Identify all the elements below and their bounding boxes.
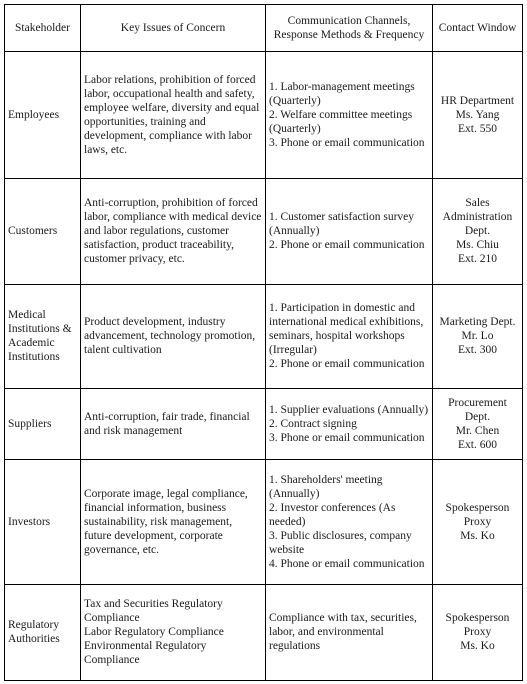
channel-item: 2. Phone or email communication — [269, 358, 425, 371]
contact-cell — [433, 388, 523, 459]
channel-item: 2. Phone or email communication — [269, 239, 425, 252]
issues-cell: Product development, industry advancement, technology promotion, talent cultivation — [81, 285, 266, 388]
contact-line: Spokesperson — [445, 501, 510, 514]
table-header-row — [5, 5, 523, 52]
stakeholder-cell: Employees — [5, 52, 81, 179]
table-row — [5, 52, 523, 179]
header-communication-channels — [266, 5, 433, 52]
contact-line: Procurement — [448, 396, 507, 409]
channels-cell — [266, 178, 433, 285]
channel-item: Compliance with tax, securities, labor, and environmental regulations — [269, 612, 417, 653]
channel-item: 1. Shareholders' meeting (Annually) — [269, 473, 383, 500]
stakeholder-cell: Suppliers — [5, 388, 81, 459]
channel-item: 1. Participation in domestic and international medical exhibitions, seminars, hospital workshops (Irregular) — [269, 302, 424, 357]
contact-line: HR Department — [440, 94, 515, 107]
channels-cell — [266, 459, 433, 584]
channels-cell — [266, 285, 433, 388]
contact-cell — [433, 459, 523, 584]
contact-line: Ms. Ko — [460, 529, 495, 542]
issues-cell: Anti-corruption, prohibition of forced labor, compliance with medical device and labor regulations, customer satisfaction, product traceability, customer privacy, etc. — [81, 178, 266, 285]
contact-line: Administration — [442, 211, 513, 224]
contact-cell — [433, 584, 523, 681]
stakeholder-cell: Investors — [5, 459, 81, 584]
contact-line: Ext. 300 — [458, 344, 497, 357]
header-stakeholder: Stakeholder — [5, 5, 81, 52]
contact-line: Ms. Ko — [460, 640, 495, 653]
table-row — [5, 178, 523, 285]
channel-item: 3. Public disclosures, company website — [269, 529, 412, 556]
stakeholder-communication-table — [4, 4, 523, 681]
contact-line: Proxy — [463, 626, 492, 639]
contact-line: Dept. — [464, 225, 491, 238]
contact-line: Marketing Dept. — [439, 316, 516, 329]
contact-line: Sales — [465, 197, 490, 210]
contact-line: Ext. 600 — [458, 438, 497, 451]
contact-cell — [433, 52, 523, 179]
contact-line: Ext. 210 — [458, 253, 497, 266]
contact-line: Mr. Lo — [461, 330, 494, 343]
channel-item: 2. Investor conferences (As needed) — [269, 501, 396, 528]
table-row — [5, 388, 523, 459]
contact-line: Mr. Chen — [455, 424, 500, 437]
channel-item: 3. Phone or email communication — [269, 431, 425, 444]
contact-line: Dept. — [464, 410, 491, 423]
channel-item: 4. Phone or email communication — [269, 557, 425, 570]
channels-cell — [266, 52, 433, 179]
table-row — [5, 285, 523, 388]
table-row — [5, 584, 523, 681]
channel-item: 2. Welfare committee meetings (Quarterly) — [269, 108, 413, 135]
contact-line: Ms. Chiu — [456, 239, 499, 252]
contact-line: Proxy — [463, 515, 492, 528]
stakeholder-cell: Medical Institutions & Academic Institutions — [5, 285, 81, 388]
issues-cell: Corporate image, legal compliance, financial information, business sustainability, risk management, future development, corporate governance, etc. — [81, 459, 266, 584]
contact-line: Ms. Yang — [455, 108, 500, 121]
issues-cell: Labor relations, prohibition of forced labor, occupational health and safety, employee welfare, diversity and equal opportunities, training and development, compliance with labor laws, etc. — [81, 52, 266, 179]
issues-cell: Anti-corruption, fair trade, financial and risk management — [81, 388, 266, 459]
header-contact-window: Contact Window — [433, 5, 523, 52]
header-key-issues: Key Issues of Concern — [81, 5, 266, 52]
stakeholder-cell: Customers — [5, 178, 81, 285]
channels-cell — [266, 584, 433, 681]
channel-item: 1. Customer satisfaction survey (Annually) — [269, 211, 415, 238]
contact-line: Ext. 550 — [458, 122, 497, 135]
channel-item: 2. Contract signing — [269, 417, 357, 430]
channel-item: 3. Phone or email communication — [269, 136, 425, 149]
header-channels-line-2: Response Methods & Frequency — [273, 29, 425, 41]
contact-cell — [433, 178, 523, 285]
issue-line: Tax and Securities Regulatory Compliance — [84, 598, 223, 625]
header-channels-line-1: Communication Channels, — [287, 15, 411, 27]
issues-cell — [81, 584, 266, 681]
channels-cell — [266, 388, 433, 459]
issue-line: Labor Regulatory Compliance — [84, 626, 224, 639]
table-row — [5, 459, 523, 584]
stakeholder-cell: Regulatory Authorities — [5, 584, 81, 681]
contact-line: Spokesperson — [445, 612, 510, 625]
contact-cell — [433, 285, 523, 388]
issue-line: Environmental Regulatory Compliance — [84, 640, 207, 667]
channel-item: 1. Labor-management meetings (Quarterly) — [269, 80, 415, 107]
channel-item: 1. Supplier evaluations (Annually) — [269, 403, 429, 416]
